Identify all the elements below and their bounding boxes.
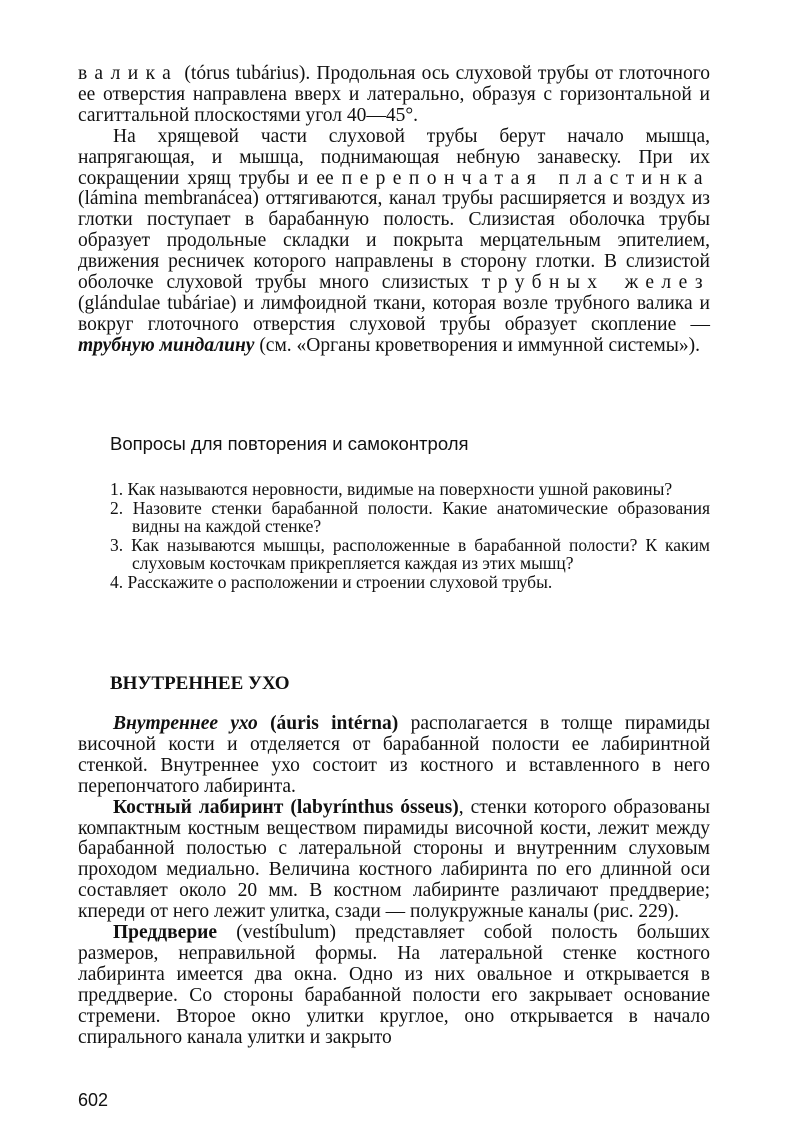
page-number: 602	[78, 1090, 109, 1110]
spaced-term: перепончатая пластинка	[341, 167, 710, 189]
bold-term: Костный лабиринт (labyrínthus ósseus)	[113, 796, 459, 818]
questions-list	[110, 480, 710, 592]
italic-term: Внутреннее ухо	[113, 713, 258, 734]
question-item: 2. Назовите стенки барабанной полости. Какие анатомические образования видны на каждой стенке?	[110, 497, 710, 537]
section-heading: ВНУТРЕННЕЕ УХО	[110, 673, 290, 694]
paragraph-inner-ear: Внутреннее ухо (áuris intérna) располагается в толще пирамиды височной кости и отделяется от барабанной полости ее лабиринтной стенкой. Внутреннее ухо состоит из костного и вставленного в него перепончатого лабиринта.	[78, 713, 711, 797]
spaced-term: валика	[78, 63, 179, 84]
question-item: 3. Как называются мышцы, расположенные в барабанной полости? К каким слуховым косточкам прикрепляется каждая из этих мышц?	[110, 534, 710, 574]
paragraph-tubal-torus: валика (tórus tubárius). Продольная ось слуховой трубы от глоточного ее отверстия направлена вверх и латерально, образуя с горизонтальной и сагиттальной плоскостями угол 40—45°.	[78, 63, 710, 126]
paragraph-cartilaginous-part: На хрящевой части слуховой трубы берут начало мышца, напрягающая, и мышца, поднимающая небную занавеску. При их сокращении хрящ трубы и ее перепончатая пластинка (lámina membranácea) оттягиваются, канал трубы расширяется и воздух из глотки поступает в барабанную полость. Слизистая оболочка трубы образует продольные складки и покрыта мерцательным эпителием, движения ресничек которого направлены в сторону глотки. В слизистой оболочке слуховой трубы много слизистых трубных желез (glándulae tubáriae) и лимфоидной ткани, которая возле трубного валика и вокруг глоточного отверстия слуховой трубы образует скопление — трубную миндалину (см. «Органы кроветворения и иммунной системы»).	[78, 125, 710, 356]
question-item: 4. Расскажите о расположении и строении слуховой трубы.	[110, 571, 553, 592]
bold-term: Преддверие	[113, 922, 218, 944]
paragraph-vestibule: Преддверие (vestíbulum) представляет собой полость больших размеров, неправильной формы. На латеральной стенке костного лабиринта имеется два окна. Одно из них овальное и открывается в преддверие. Со стороны барабанной полости его закрывает основание стремени. Второе окно улитки круглое, оно открывается в начало спирального канала улитки и закрыто	[78, 922, 710, 1048]
section-text-block	[78, 714, 710, 1049]
italic-term: трубную миндалину	[78, 334, 255, 356]
continued-text-block	[78, 64, 710, 357]
spaced-term: трубных желез	[481, 272, 710, 294]
questions-title: Вопросы для повторения и самоконтроля	[110, 433, 469, 454]
question-item: 1. Как называются неровности, видимые на поверхности ушной раковины?	[110, 479, 673, 499]
paragraph-bony-labyrinth: Костный лабиринт (labyrínthus ósseus), стенки которого образованы компактным костным веществом пирамиды височной кости, лежит между барабанной полостью с латеральной стороны и внутренним слуховым проходом медиально. Величина костного лабиринта по его длинной оси составляет около 20 мм. В костном лабиринте различают преддверие; кпереди от него лежит улитка, сзади — полукружные каналы (рис. 229).	[78, 796, 710, 923]
